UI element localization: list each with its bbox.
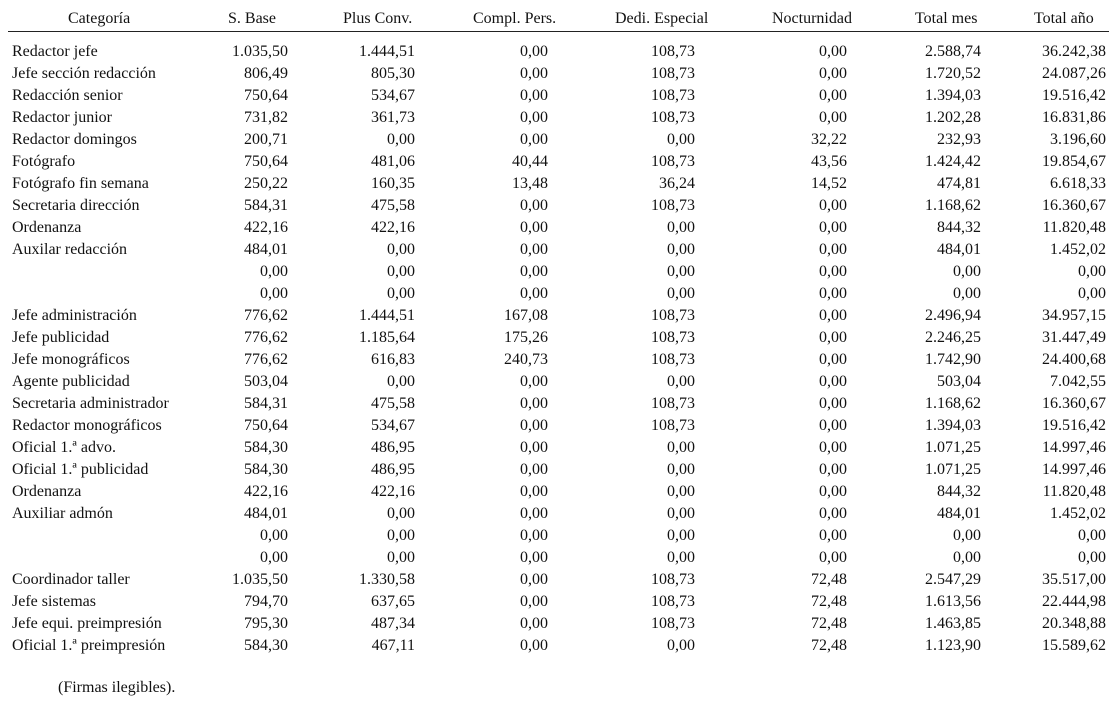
cell-s-base: 750,64 bbox=[244, 153, 288, 170]
table-row bbox=[0, 613, 1117, 635]
cell-total-mes: 844,32 bbox=[937, 219, 981, 236]
cell-total-ano: 6.618,33 bbox=[1050, 175, 1106, 192]
cell-total-ano: 35.517,00 bbox=[1042, 571, 1106, 588]
cell-nocturnidad: 0,00 bbox=[819, 461, 847, 478]
cell-compl-pers: 0,00 bbox=[520, 417, 548, 434]
cell-dedi-especial: 108,73 bbox=[651, 307, 695, 324]
cell-plus-conv: 0,00 bbox=[387, 527, 415, 544]
cell-s-base: 776,62 bbox=[244, 307, 288, 324]
cell-nocturnidad: 0,00 bbox=[819, 505, 847, 522]
cell-compl-pers: 0,00 bbox=[520, 549, 548, 566]
cell-s-base: 503,04 bbox=[244, 373, 288, 390]
cell-compl-pers: 0,00 bbox=[520, 65, 548, 82]
cell-compl-pers: 0,00 bbox=[520, 571, 548, 588]
cell-total-ano: 14.997,46 bbox=[1042, 461, 1106, 478]
cell-total-mes: 232,93 bbox=[937, 131, 981, 148]
cell-nocturnidad: 72,48 bbox=[811, 593, 847, 610]
cell-s-base: 750,64 bbox=[244, 417, 288, 434]
cell-compl-pers: 0,00 bbox=[520, 285, 548, 302]
cell-s-base: 794,70 bbox=[244, 593, 288, 610]
cell-category: Redactor monográficos bbox=[12, 417, 162, 434]
header-s-base: S. Base bbox=[228, 10, 276, 27]
cell-dedi-especial: 108,73 bbox=[651, 615, 695, 632]
cell-compl-pers: 240,73 bbox=[504, 351, 548, 368]
cell-nocturnidad: 0,00 bbox=[819, 197, 847, 214]
table-row bbox=[0, 85, 1117, 107]
table-row bbox=[0, 239, 1117, 261]
cell-total-ano: 24.400,68 bbox=[1042, 351, 1106, 368]
table-row bbox=[0, 503, 1117, 525]
cell-plus-conv: 0,00 bbox=[387, 241, 415, 258]
cell-dedi-especial: 108,73 bbox=[651, 197, 695, 214]
cell-compl-pers: 40,44 bbox=[512, 153, 548, 170]
cell-plus-conv: 1.444,51 bbox=[359, 307, 415, 324]
cell-total-ano: 19.516,42 bbox=[1042, 87, 1106, 104]
cell-compl-pers: 0,00 bbox=[520, 109, 548, 126]
cell-category: Secretaria administrador bbox=[12, 395, 169, 412]
cell-plus-conv: 534,67 bbox=[371, 417, 415, 434]
cell-s-base: 584,30 bbox=[244, 439, 288, 456]
cell-plus-conv: 0,00 bbox=[387, 285, 415, 302]
cell-total-ano: 11.820,48 bbox=[1042, 219, 1106, 236]
cell-plus-conv: 486,95 bbox=[371, 461, 415, 478]
cell-compl-pers: 0,00 bbox=[520, 43, 548, 60]
cell-dedi-especial: 0,00 bbox=[667, 241, 695, 258]
table-row bbox=[0, 437, 1117, 459]
cell-category: Oficial 1.ª publicidad bbox=[12, 461, 149, 478]
cell-compl-pers: 0,00 bbox=[520, 241, 548, 258]
cell-nocturnidad: 0,00 bbox=[819, 373, 847, 390]
cell-total-mes: 2.547,29 bbox=[925, 571, 981, 588]
cell-s-base: 0,00 bbox=[260, 263, 288, 280]
cell-nocturnidad: 0,00 bbox=[819, 395, 847, 412]
cell-compl-pers: 0,00 bbox=[520, 197, 548, 214]
cell-nocturnidad: 0,00 bbox=[819, 483, 847, 500]
cell-dedi-especial: 0,00 bbox=[667, 461, 695, 478]
cell-total-mes: 1.463,85 bbox=[925, 615, 981, 632]
cell-category: Redacción senior bbox=[12, 87, 123, 104]
cell-total-mes: 1.168,62 bbox=[925, 395, 981, 412]
cell-nocturnidad: 0,00 bbox=[819, 549, 847, 566]
cell-dedi-especial: 108,73 bbox=[651, 593, 695, 610]
cell-s-base: 0,00 bbox=[260, 285, 288, 302]
cell-nocturnidad: 0,00 bbox=[819, 351, 847, 368]
cell-s-base: 776,62 bbox=[244, 351, 288, 368]
cell-compl-pers: 167,08 bbox=[504, 307, 548, 324]
cell-total-ano: 20.348,88 bbox=[1042, 615, 1106, 632]
cell-dedi-especial: 108,73 bbox=[651, 571, 695, 588]
table-row bbox=[0, 525, 1117, 547]
table-row bbox=[0, 371, 1117, 393]
cell-total-ano: 15.589,62 bbox=[1042, 637, 1106, 654]
cell-plus-conv: 487,34 bbox=[371, 615, 415, 632]
table-row bbox=[0, 569, 1117, 591]
cell-plus-conv: 467,11 bbox=[371, 637, 415, 654]
cell-plus-conv: 475,58 bbox=[371, 197, 415, 214]
cell-plus-conv: 0,00 bbox=[387, 373, 415, 390]
cell-compl-pers: 0,00 bbox=[520, 395, 548, 412]
cell-total-ano: 3.196,60 bbox=[1050, 131, 1106, 148]
cell-nocturnidad: 72,48 bbox=[811, 615, 847, 632]
cell-category: Oficial 1.ª advo. bbox=[12, 439, 116, 456]
cell-category: Ordenanza bbox=[12, 219, 82, 236]
cell-compl-pers: 0,00 bbox=[520, 219, 548, 236]
cell-nocturnidad: 0,00 bbox=[819, 241, 847, 258]
table-row bbox=[0, 327, 1117, 349]
cell-dedi-especial: 0,00 bbox=[667, 483, 695, 500]
cell-category: Jefe monográficos bbox=[12, 351, 130, 368]
cell-category: Fotógrafo bbox=[12, 153, 76, 170]
table-row bbox=[0, 217, 1117, 239]
table-row bbox=[0, 63, 1117, 85]
cell-nocturnidad: 0,00 bbox=[819, 439, 847, 456]
cell-total-ano: 0,00 bbox=[1078, 549, 1106, 566]
cell-s-base: 795,30 bbox=[244, 615, 288, 632]
cell-dedi-especial: 0,00 bbox=[667, 219, 695, 236]
cell-s-base: 1.035,50 bbox=[232, 43, 288, 60]
cell-dedi-especial: 108,73 bbox=[651, 87, 695, 104]
cell-dedi-especial: 108,73 bbox=[651, 43, 695, 60]
cell-compl-pers: 0,00 bbox=[520, 461, 548, 478]
header-total-mes: Total mes bbox=[915, 10, 978, 27]
cell-nocturnidad: 0,00 bbox=[819, 87, 847, 104]
table-row bbox=[0, 129, 1117, 151]
cell-category: Redactor domingos bbox=[12, 131, 137, 148]
cell-total-mes: 1.123,90 bbox=[925, 637, 981, 654]
cell-plus-conv: 534,67 bbox=[371, 87, 415, 104]
table-row bbox=[0, 107, 1117, 129]
cell-compl-pers: 175,26 bbox=[504, 329, 548, 346]
cell-total-ano: 22.444,98 bbox=[1042, 593, 1106, 610]
cell-total-mes: 1.202,28 bbox=[925, 109, 981, 126]
cell-dedi-especial: 36,24 bbox=[659, 175, 695, 192]
cell-total-ano: 36.242,38 bbox=[1042, 43, 1106, 60]
table-row bbox=[0, 547, 1117, 569]
table-row bbox=[0, 305, 1117, 327]
table-row bbox=[0, 591, 1117, 613]
cell-total-mes: 2.496,94 bbox=[925, 307, 981, 324]
cell-total-ano: 7.042,55 bbox=[1050, 373, 1106, 390]
cell-total-ano: 0,00 bbox=[1078, 263, 1106, 280]
cell-s-base: 0,00 bbox=[260, 527, 288, 544]
cell-total-ano: 14.997,46 bbox=[1042, 439, 1106, 456]
cell-compl-pers: 0,00 bbox=[520, 131, 548, 148]
table-row bbox=[0, 415, 1117, 437]
header-categoria: Categoría bbox=[68, 10, 131, 27]
cell-dedi-especial: 108,73 bbox=[651, 65, 695, 82]
cell-nocturnidad: 0,00 bbox=[819, 417, 847, 434]
cell-category: Jefe administración bbox=[12, 307, 137, 324]
cell-plus-conv: 1.185,64 bbox=[359, 329, 415, 346]
cell-nocturnidad: 72,48 bbox=[811, 571, 847, 588]
cell-dedi-especial: 0,00 bbox=[667, 439, 695, 456]
cell-total-mes: 1.394,03 bbox=[925, 87, 981, 104]
cell-total-mes: 1.720,52 bbox=[925, 65, 981, 82]
cell-compl-pers: 0,00 bbox=[520, 373, 548, 390]
table-row bbox=[0, 481, 1117, 503]
cell-nocturnidad: 43,56 bbox=[811, 153, 847, 170]
cell-total-mes: 2.588,74 bbox=[925, 43, 981, 60]
cell-dedi-especial: 0,00 bbox=[667, 549, 695, 566]
cell-total-mes: 1.168,62 bbox=[925, 197, 981, 214]
cell-s-base: 584,31 bbox=[244, 395, 288, 412]
cell-plus-conv: 805,30 bbox=[371, 65, 415, 82]
cell-s-base: 584,31 bbox=[244, 197, 288, 214]
table-row bbox=[0, 151, 1117, 173]
cell-total-mes: 844,32 bbox=[937, 483, 981, 500]
cell-category: Auxilar redacción bbox=[12, 241, 128, 258]
cell-total-mes: 1.394,03 bbox=[925, 417, 981, 434]
cell-plus-conv: 475,58 bbox=[371, 395, 415, 412]
header-plus-conv: Plus Conv. bbox=[343, 10, 413, 27]
cell-category: Redactor junior bbox=[12, 109, 112, 126]
cell-total-mes: 0,00 bbox=[953, 527, 981, 544]
cell-dedi-especial: 0,00 bbox=[667, 285, 695, 302]
cell-compl-pers: 13,48 bbox=[512, 175, 548, 192]
cell-category: Oficial 1.ª preimpresión bbox=[12, 637, 166, 654]
cell-total-mes: 2.246,25 bbox=[925, 329, 981, 346]
cell-total-ano: 11.820,48 bbox=[1042, 483, 1106, 500]
cell-total-mes: 0,00 bbox=[953, 549, 981, 566]
cell-nocturnidad: 72,48 bbox=[811, 637, 847, 654]
cell-total-ano: 34.957,15 bbox=[1042, 307, 1106, 324]
cell-nocturnidad: 0,00 bbox=[819, 307, 847, 324]
cell-total-mes: 1.071,25 bbox=[925, 461, 981, 478]
cell-total-mes: 503,04 bbox=[937, 373, 981, 390]
cell-total-ano: 16.831,86 bbox=[1042, 109, 1106, 126]
cell-nocturnidad: 0,00 bbox=[819, 109, 847, 126]
cell-s-base: 806,49 bbox=[244, 65, 288, 82]
cell-total-ano: 19.516,42 bbox=[1042, 417, 1106, 434]
cell-plus-conv: 160,35 bbox=[371, 175, 415, 192]
cell-plus-conv: 0,00 bbox=[387, 131, 415, 148]
cell-category: Fotógrafo fin semana bbox=[12, 175, 149, 192]
cell-dedi-especial: 0,00 bbox=[667, 131, 695, 148]
cell-plus-conv: 422,16 bbox=[371, 219, 415, 236]
cell-total-mes: 1.424,42 bbox=[925, 153, 981, 170]
table-row bbox=[0, 459, 1117, 481]
cell-plus-conv: 1.444,51 bbox=[359, 43, 415, 60]
cell-total-mes: 484,01 bbox=[937, 241, 981, 258]
cell-plus-conv: 486,95 bbox=[371, 439, 415, 456]
cell-plus-conv: 616,83 bbox=[371, 351, 415, 368]
cell-dedi-especial: 0,00 bbox=[667, 527, 695, 544]
cell-dedi-especial: 0,00 bbox=[667, 263, 695, 280]
cell-s-base: 484,01 bbox=[244, 241, 288, 258]
table-row bbox=[0, 393, 1117, 415]
cell-s-base: 1.035,50 bbox=[232, 571, 288, 588]
cell-total-mes: 1.742,90 bbox=[925, 351, 981, 368]
cell-compl-pers: 0,00 bbox=[520, 527, 548, 544]
cell-dedi-especial: 0,00 bbox=[667, 637, 695, 654]
header-divider bbox=[8, 31, 1109, 32]
cell-total-mes: 0,00 bbox=[953, 263, 981, 280]
table-row bbox=[0, 283, 1117, 305]
cell-s-base: 776,62 bbox=[244, 329, 288, 346]
cell-compl-pers: 0,00 bbox=[520, 637, 548, 654]
header-compl-pers: Compl. Pers. bbox=[473, 10, 557, 27]
cell-nocturnidad: 0,00 bbox=[819, 65, 847, 82]
cell-category: Redactor jefe bbox=[12, 43, 98, 60]
cell-compl-pers: 0,00 bbox=[520, 439, 548, 456]
cell-plus-conv: 361,73 bbox=[371, 109, 415, 126]
cell-category: Ordenanza bbox=[12, 483, 82, 500]
cell-s-base: 731,82 bbox=[244, 109, 288, 126]
cell-total-mes: 1.071,25 bbox=[925, 439, 981, 456]
cell-s-base: 750,64 bbox=[244, 87, 288, 104]
cell-s-base: 584,30 bbox=[244, 637, 288, 654]
cell-compl-pers: 0,00 bbox=[520, 593, 548, 610]
signatures-note: (Firmas ilegibles). bbox=[58, 679, 176, 696]
cell-nocturnidad: 32,22 bbox=[811, 131, 847, 148]
table-row bbox=[0, 41, 1117, 63]
cell-nocturnidad: 0,00 bbox=[819, 263, 847, 280]
cell-compl-pers: 0,00 bbox=[520, 87, 548, 104]
cell-compl-pers: 0,00 bbox=[520, 263, 548, 280]
cell-category: Secretaria dirección bbox=[12, 197, 140, 214]
table-row bbox=[0, 195, 1117, 217]
cell-total-mes: 474,81 bbox=[937, 175, 981, 192]
cell-compl-pers: 0,00 bbox=[520, 615, 548, 632]
cell-plus-conv: 0,00 bbox=[387, 505, 415, 522]
cell-dedi-especial: 0,00 bbox=[667, 373, 695, 390]
cell-compl-pers: 0,00 bbox=[520, 505, 548, 522]
cell-total-ano: 16.360,67 bbox=[1042, 395, 1106, 412]
cell-plus-conv: 481,06 bbox=[371, 153, 415, 170]
cell-total-ano: 1.452,02 bbox=[1050, 241, 1106, 258]
cell-dedi-especial: 108,73 bbox=[651, 329, 695, 346]
cell-total-mes: 1.613,56 bbox=[925, 593, 981, 610]
header-total-ano: Total año bbox=[1034, 10, 1094, 27]
cell-total-ano: 1.452,02 bbox=[1050, 505, 1106, 522]
cell-plus-conv: 1.330,58 bbox=[359, 571, 415, 588]
cell-total-ano: 19.854,67 bbox=[1042, 153, 1106, 170]
cell-dedi-especial: 108,73 bbox=[651, 351, 695, 368]
cell-compl-pers: 0,00 bbox=[520, 483, 548, 500]
cell-category: Jefe sección redacción bbox=[12, 65, 156, 82]
cell-total-mes: 0,00 bbox=[953, 285, 981, 302]
cell-nocturnidad: 0,00 bbox=[819, 329, 847, 346]
cell-plus-conv: 0,00 bbox=[387, 263, 415, 280]
cell-dedi-especial: 0,00 bbox=[667, 505, 695, 522]
cell-dedi-especial: 108,73 bbox=[651, 109, 695, 126]
cell-total-ano: 31.447,49 bbox=[1042, 329, 1106, 346]
cell-plus-conv: 0,00 bbox=[387, 549, 415, 566]
cell-nocturnidad: 0,00 bbox=[819, 219, 847, 236]
table-row bbox=[0, 261, 1117, 283]
cell-dedi-especial: 108,73 bbox=[651, 417, 695, 434]
cell-plus-conv: 422,16 bbox=[371, 483, 415, 500]
cell-s-base: 584,30 bbox=[244, 461, 288, 478]
cell-plus-conv: 637,65 bbox=[371, 593, 415, 610]
cell-s-base: 250,22 bbox=[244, 175, 288, 192]
cell-s-base: 484,01 bbox=[244, 505, 288, 522]
cell-dedi-especial: 108,73 bbox=[651, 395, 695, 412]
cell-total-mes: 484,01 bbox=[937, 505, 981, 522]
cell-total-ano: 24.087,26 bbox=[1042, 65, 1106, 82]
header-nocturnidad: Nocturnidad bbox=[772, 10, 852, 27]
cell-nocturnidad: 14,52 bbox=[811, 175, 847, 192]
cell-s-base: 422,16 bbox=[244, 483, 288, 500]
header-dedi-especial: Dedi. Especial bbox=[615, 10, 709, 27]
table-row bbox=[0, 635, 1117, 657]
cell-s-base: 200,71 bbox=[244, 131, 288, 148]
cell-nocturnidad: 0,00 bbox=[819, 43, 847, 60]
cell-category: Jefe equi. preimpresión bbox=[12, 615, 162, 632]
cell-nocturnidad: 0,00 bbox=[819, 527, 847, 544]
table-row bbox=[0, 173, 1117, 195]
cell-s-base: 422,16 bbox=[244, 219, 288, 236]
cell-category: Coordinador taller bbox=[12, 571, 130, 588]
cell-total-ano: 0,00 bbox=[1078, 527, 1106, 544]
cell-nocturnidad: 0,00 bbox=[819, 285, 847, 302]
cell-dedi-especial: 108,73 bbox=[651, 153, 695, 170]
table-row bbox=[0, 349, 1117, 371]
cell-category: Agente publicidad bbox=[12, 373, 130, 390]
cell-s-base: 0,00 bbox=[260, 549, 288, 566]
cell-category: Auxiliar admón bbox=[12, 505, 113, 522]
cell-category: Jefe sistemas bbox=[12, 593, 96, 610]
cell-total-ano: 0,00 bbox=[1078, 285, 1106, 302]
cell-total-ano: 16.360,67 bbox=[1042, 197, 1106, 214]
cell-category: Jefe publicidad bbox=[12, 329, 110, 346]
